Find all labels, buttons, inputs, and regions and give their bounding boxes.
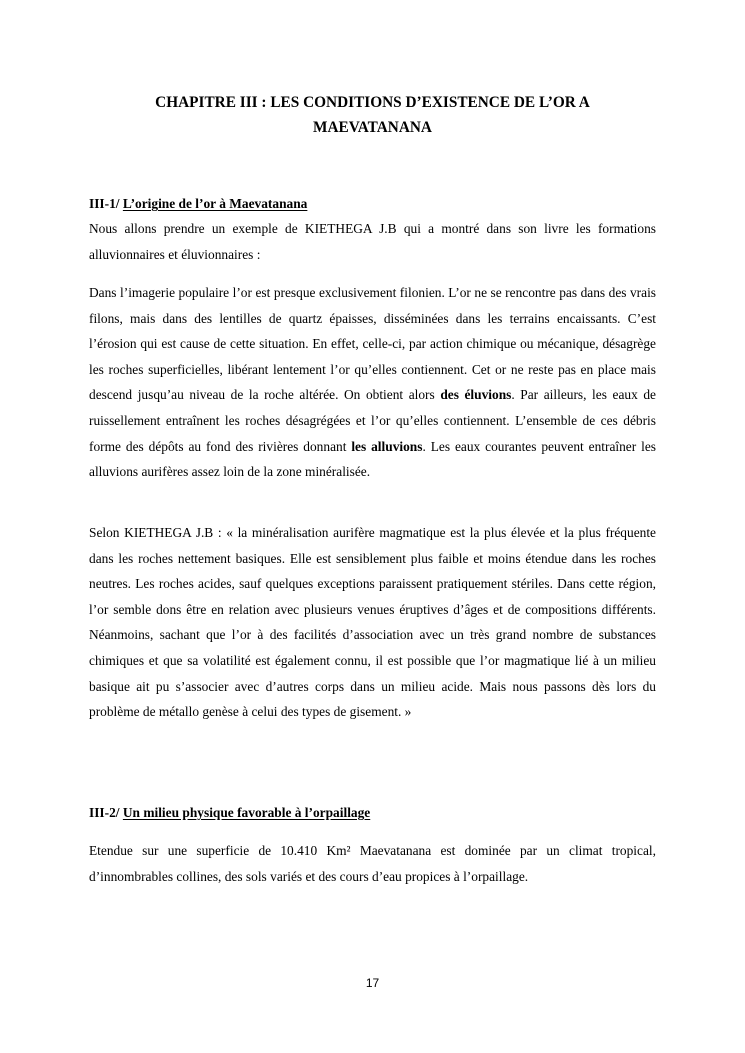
section2-heading (89, 804, 370, 822)
chapter-title-line2: MAEVATANANA (313, 119, 432, 136)
section2-text: Etendue sur une superficie de 10.410 Km² Maevatanana est dominée par un climat tropical, d’innombrables collines, des sols variés et des cours d’eau propices à l’orpaillage. (89, 843, 656, 884)
section1-intro: Nous allons prendre un exemple de KIETHEGA J.B qui a montré dans son livre les formations alluvionnaires et éluvionnaires : (89, 221, 656, 262)
page-number: 17 (365, 976, 380, 990)
section1-quote: Selon KIETHEGA J.B : « la minéralisation aurifère magmatique est la plus élevée et la plus fréquente dans les roches nettement basiques. Elle est sensiblement plus faible et moins étendue dans les roches neutres. Les roches acides, sauf quelques exceptions paraissent pratiquement stériles. Dans cette région, l’or semble dons être en relation avec plusieurs venues éruptives d’âges et de compositions différents. Néanmoins, sachant que l’or à des facilités d’association avec un très grand nombre de substances chimiques et que sa volatilité est également connu, il est possible que l’or magmatique lié à un milieu basique ait pu s’associer avec d’autres corps dans un milieu acide. Mais nous passons dès lors du problème de métallo genèse à celui des types de gisement. » (89, 525, 656, 720)
paragraph-text: . Les eaux courantes peuvent entraîner les alluvions aurifères assez loin de la zone minéralisée. (89, 438, 656, 480)
section2-number: III-2/ (89, 805, 120, 820)
section1-title: L’origine de l’or à Maevatanana (122, 196, 308, 211)
paragraph-text: . Par ailleurs, les eaux de ruissellement entraînent les roches désagrégées et l’or qu’elles contiennent. L’ensemble de ces débris forme des dépôts au fond des rivières donnant (89, 387, 656, 454)
term-alluvions: les alluvions (351, 438, 423, 454)
term-eluvions: des éluvions (440, 387, 512, 403)
paragraph-text: Dans l’imagerie populaire l’or est presque exclusivement filonien. L’or ne se rencontre pas dans des vrais filons, mais dans des lentilles de quartz épaisses, disséminées dans les terrains encaissants. C’est l’érosion qui est cause de cette situation. En effet, celle-ci, par action chimique ou mécanique, désagrège les roches superficielles, libérant lentement l’or qu’elles contiennent. Cet or ne reste pas en place mais descend jusqu’au niveau de la roche altérée. On obtient alors (89, 285, 656, 403)
chapter-title-line1: CHAPITRE III : LES CONDITIONS D’EXISTENCE DE L’OR A (155, 94, 590, 111)
section1-heading (89, 195, 307, 213)
chapter-title (89, 90, 656, 140)
section2-title: Un milieu physique favorable à l’orpaillage (122, 805, 371, 820)
section1-number: III-1/ (89, 196, 120, 211)
section1-paragraph-erosion (89, 280, 656, 485)
